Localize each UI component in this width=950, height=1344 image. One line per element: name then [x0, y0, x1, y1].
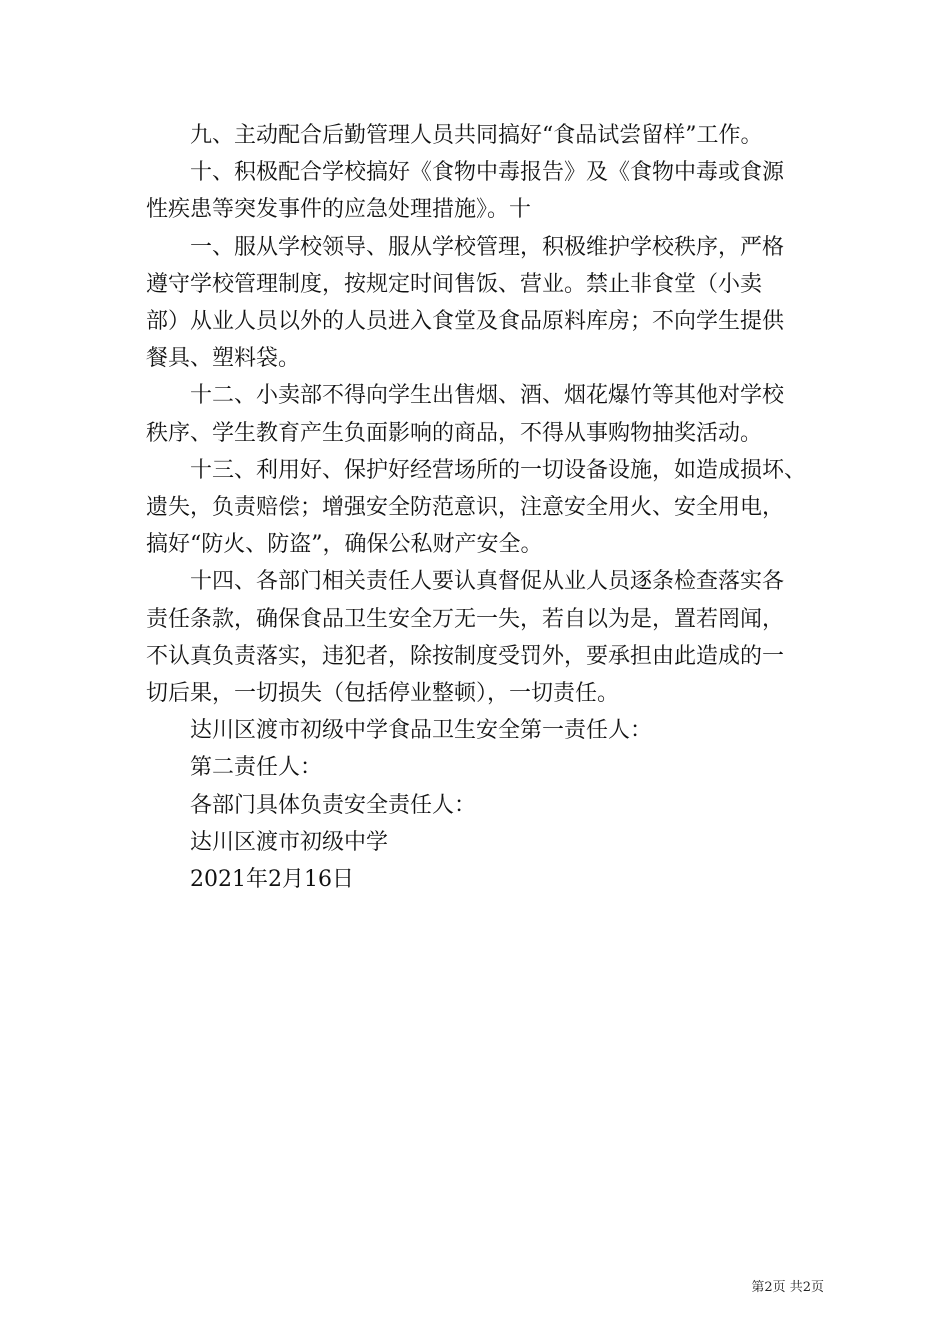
document-body [146, 117, 826, 898]
second-responsible-line: 第二责任人： [190, 755, 323, 781]
page-number: 第2页 共2页 [751, 1280, 824, 1295]
paragraph-item-12: 十二、小卖部不得向学生出售烟、酒、烟花爆竹等其他对学校 秩序、学生教育产生负面影响的商品，不得从事购物抽奖活动。 [146, 383, 785, 446]
paragraph-item-11: 一、服从学校领导、服从学校管理，积极维护学校秩序，严格 遵守学校管理制度，按规定时间售饭、营业。禁止非食堂（小卖 部）从业人员以外的人员进入食堂及食品原料库房；不向学生提供 餐具、塑料袋。 [146, 234, 785, 372]
first-responsible-line: 达川区渡市初级中学食品卫生安全第一责任人： [190, 718, 653, 744]
school-name: 达川区渡市初级中学 [190, 829, 389, 855]
paragraph-item-10: 十、积极配合学校搞好《食物中毒报告》及《食物中毒或食源 性疾患等突发事件的应急处理措施》。十 [146, 160, 785, 223]
paragraph-item-14: 十四、各部门相关责任人要认真督促从业人员逐条检查落实各 责任条款，确保食品卫生安全万无一失，若自以为是，置若罔闻， 不认真负责落实，违犯者，除按制度受罚外，要承担由此造成的一 切后果，一切损失（包括停业整顿），一切责任。 [146, 569, 785, 707]
paragraph-item-13: 十三、利用好、保护好经营场所的一切设备设施，如造成损坏、 遗失，负责赔偿；增强安全防范意识，注意安全用火、安全用电， 搞好“防火、防盗”，确保公私财产安全。 [146, 457, 807, 558]
document-date: 2021年2月16日 [190, 867, 354, 893]
department-responsible-line: 各部门具体负责安全责任人： [190, 792, 477, 818]
paragraph-item-9: 九、主动配合后勤管理人员共同搞好“食品试尝留样”工作。 [190, 123, 763, 148]
